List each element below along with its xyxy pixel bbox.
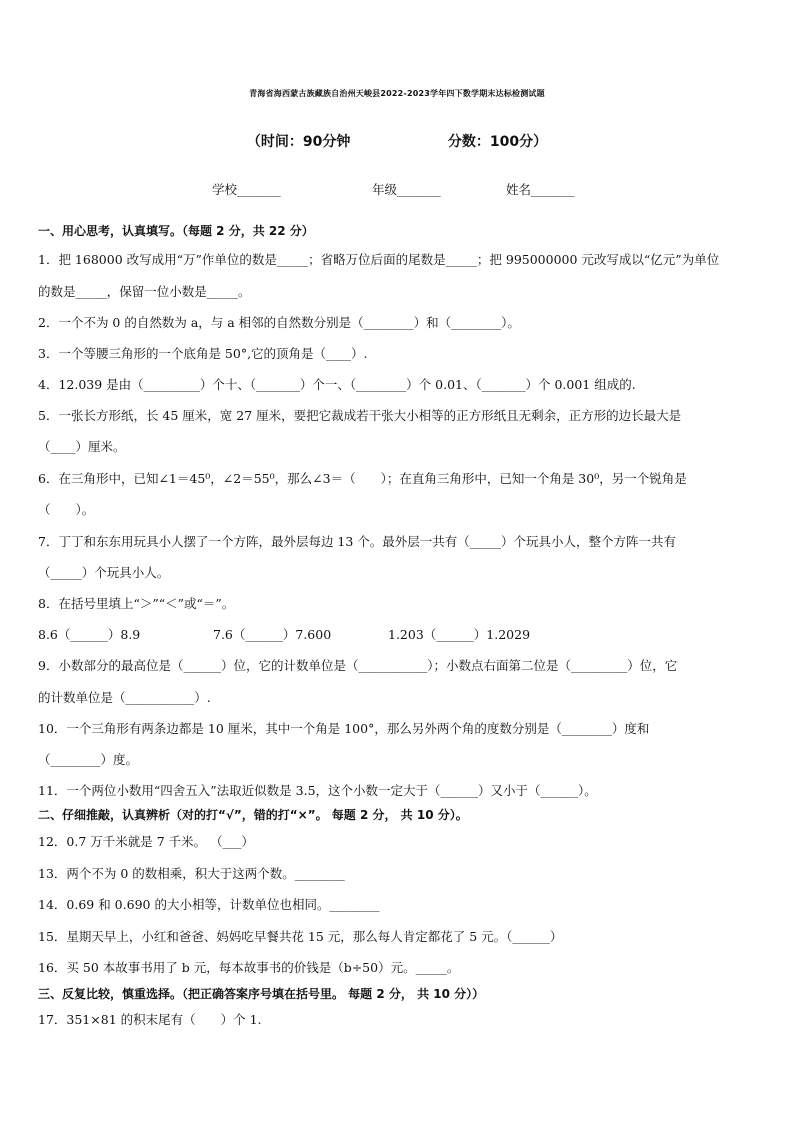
question-line: 10．一个三角形有两条边都是 10 厘米，其中一个角是 100°，那么另外两个角的度数分别是（________）度和 <box>38 721 650 736</box>
page-title: 青海省海西蒙古族藏族自治州天峻县2022-2023学年四下数学期末达标检测试题 <box>249 89 545 98</box>
question-line: 5．一张长方形纸，长 45 厘米，宽 27 厘米，要把它裁成若干张大小相等的正方形纸且无剩余，正方形的边长最大是 <box>38 408 682 423</box>
question-line: 3．一个等腰三角形的一个底角是 50°,它的顶角是（____）. <box>38 346 368 361</box>
question-line: 7．丁丁和东东用玩具小人摆了一个方阵，最外层每边 13 个。最外层一共有（_____）个玩具小人，整个方阵一共有 <box>38 534 677 549</box>
grade-field: 年级_______ <box>372 182 441 197</box>
section-heading-1: 一、用心思考，认真填写。（每题 2 分，共 22 分） <box>38 224 314 238</box>
q8-option: 7.6（______）7.600 <box>213 627 332 642</box>
question-line: 的数是_____，保留一位小数是_____。 <box>38 284 251 299</box>
question-line: （____）厘米。 <box>38 439 126 454</box>
question-line: 2．一个不为 0 的自然数为 a，与 a 相邻的自然数分别是（________）和（________）。 <box>38 315 520 330</box>
question-line: 9．小数部分的最高位是（______）位，它的计数单位是（___________）；小数点右面第二位是（_________）位，它 <box>38 658 678 673</box>
question-line: 的计数单位是（___________）. <box>38 690 211 705</box>
question-line: 12．0.7 万千米就是 7 千米。 （___） <box>38 834 254 849</box>
section-heading-3: 三、反复比较，慎重选择。（把正确答案序号填在括号里。 每题 2 分， 共 10 分）） <box>38 987 485 1001</box>
school-field: 学校_______ <box>212 182 281 197</box>
q8-option: 1.203（______）1.2029 <box>388 627 531 642</box>
question-line: （_____）个玩具小人。 <box>38 565 170 580</box>
question-line: 13．两个不为 0 的数相乘，积大于这两个数。________ <box>38 866 345 881</box>
section-heading-2: 二、仔细推敲，认真辨析（对的打“√”，错的打“×”。 每题 2 分， 共 10 分）。 <box>38 808 468 822</box>
question-line: 6．在三角形中，已知∠1＝45⁰，∠2＝55⁰，那么∠3＝（ ）；在直角三角形中，已知一个角是 30⁰，另一个锐角是 <box>38 471 687 486</box>
question-line: 14．0.69 和 0.690 的大小相等，计数单位也相同。________ <box>38 897 380 912</box>
question-line: 16．买 50 本故事书用了 b 元，每本故事书的价钱是（b÷50）元。_____。 <box>38 960 460 975</box>
question-line: 4．12.039 是由（_________）个十、（_______）个一、（________）个 0.01、（_______）个 0.001 组成的. <box>38 377 636 392</box>
question-line: （________）度。 <box>38 752 139 767</box>
question-line: 1．把 168000 改写成用“万”作单位的数是_____；省略万位后面的尾数是_____；把 995000000 元改写成以“亿元”为单位 <box>38 252 720 267</box>
question-line: 17．351×81 的积末尾有（ ）个 1. <box>38 1012 262 1027</box>
question-line: （ ）。 <box>38 502 95 517</box>
exam-time-score: （时间：90分钟 分数：100分） <box>246 134 548 150</box>
question-line: 15．星期天早上，小红和爸爸、妈妈吃早餐共花 15 元，那么每人肯定都花了 5 元。（______） <box>38 929 563 944</box>
q8-option: 8.6（______）8.9 <box>38 627 141 642</box>
name-field: 姓名_______ <box>506 182 575 197</box>
question-line: 8．在括号里填上“＞”“＜”或“＝”。 <box>38 596 235 611</box>
question-line: 11．一个两位小数用“四舍五入”法取近似数是 3.5，这个小数一定大于（______）又小于（______）。 <box>38 783 597 798</box>
